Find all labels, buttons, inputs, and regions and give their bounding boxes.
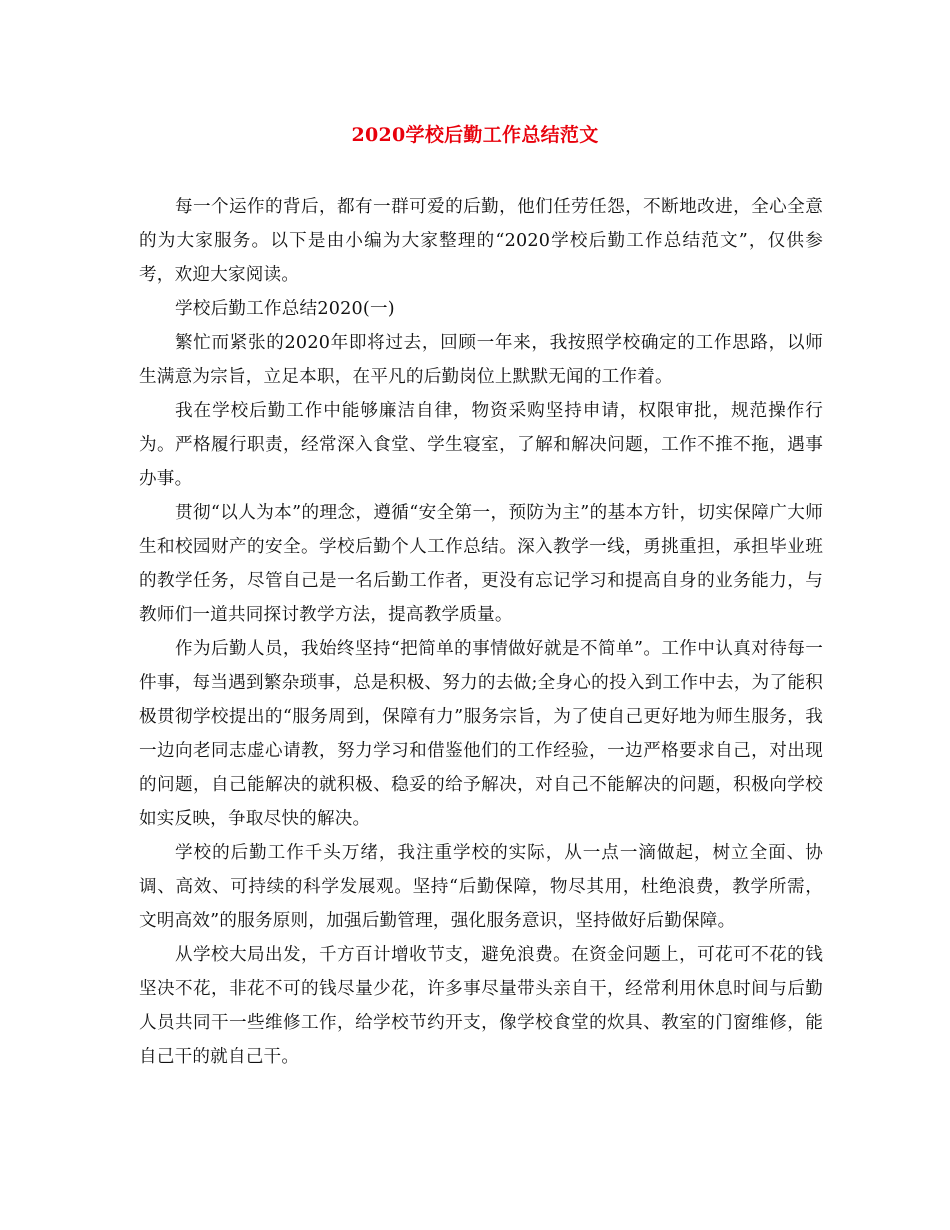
body-paragraph: 我在学校后勤工作中能够廉洁自律，物资采购坚持申请，权限审批，规范操作行为。严格履行职责，经常深入食堂、学生寝室，了解和解决问题，工作不推不拖，遇事办事。 <box>139 401 823 489</box>
document-title: 2020学校后勤工作总结范文 <box>351 124 599 146</box>
body-paragraph: 从学校大局出发，千方百计增收节支，避免浪费。在资金问题上，可花可不花的钱坚决不花，非花不可的钱尽量少花，许多事尽量带头亲自干，经常利用休息时间与后勤人员共同干一些维修工作，给学校节约开支，像学校食堂的炊具、教室的门窗维修，能自己干的就自己干。 <box>139 945 823 1067</box>
body-paragraph: 作为后勤人员，我始终坚持“把简单的事情做好就是不简单”。工作中认真对待每一件事，每当遇到繁杂琐事，总是积极、努力的去做;全身心的投入到工作中去，为了能积极贯彻学校提出的“服务周到，保障有力”服务宗旨，为了使自己更好地为师生服务，我一边向老同志虚心请教，努力学习和借鉴他们的工作经验，一边严格要求自己，对出现的问题，自己能解决的就积极、稳妥的给予解决，对自己不能解决的问题，积极向学校如实反映，争取尽快的解决。 <box>139 639 823 829</box>
body-paragraph: 繁忙而紧张的2020年即将过去，回顾一年来，我按照学校确定的工作思路，以师生满意为宗旨，立足本职，在平凡的后勤岗位上默默无闻的工作着。 <box>139 333 823 387</box>
body-paragraph: 学校的后勤工作千头万绪，我注重学校的实际，从一点一滴做起，树立全面、协调、高效、可持续的科学发展观。坚持“后勤保障，物尽其用，杜绝浪费，教学所需，文明高效”的服务原则，加强后勤管理，强化服务意识，坚持做好后勤保障。 <box>139 843 823 931</box>
section-heading: 学校后勤工作总结2020(一) <box>175 299 395 319</box>
document-body <box>139 190 823 1074</box>
body-paragraph: 贯彻“以人为本”的理念，遵循“安全第一，预防为主”的基本方针，切实保障广大师生和校园财产的安全。学校后勤个人工作总结。深入教学一线，勇挑重担，承担毕业班的教学任务，尽管自己是一名后勤工作者，更没有忘记学习和提高自身的业务能力，与教师们一道共同探讨教学方法，提高教学质量。 <box>139 503 823 625</box>
intro-paragraph: 每一个运作的背后，都有一群可爱的后勤，他们任劳任怨，不断地改进，全心全意的为大家服务。以下是由小编为大家整理的“2020学校后勤工作总结范文”，仅供参考，欢迎大家阅读。 <box>139 197 823 285</box>
